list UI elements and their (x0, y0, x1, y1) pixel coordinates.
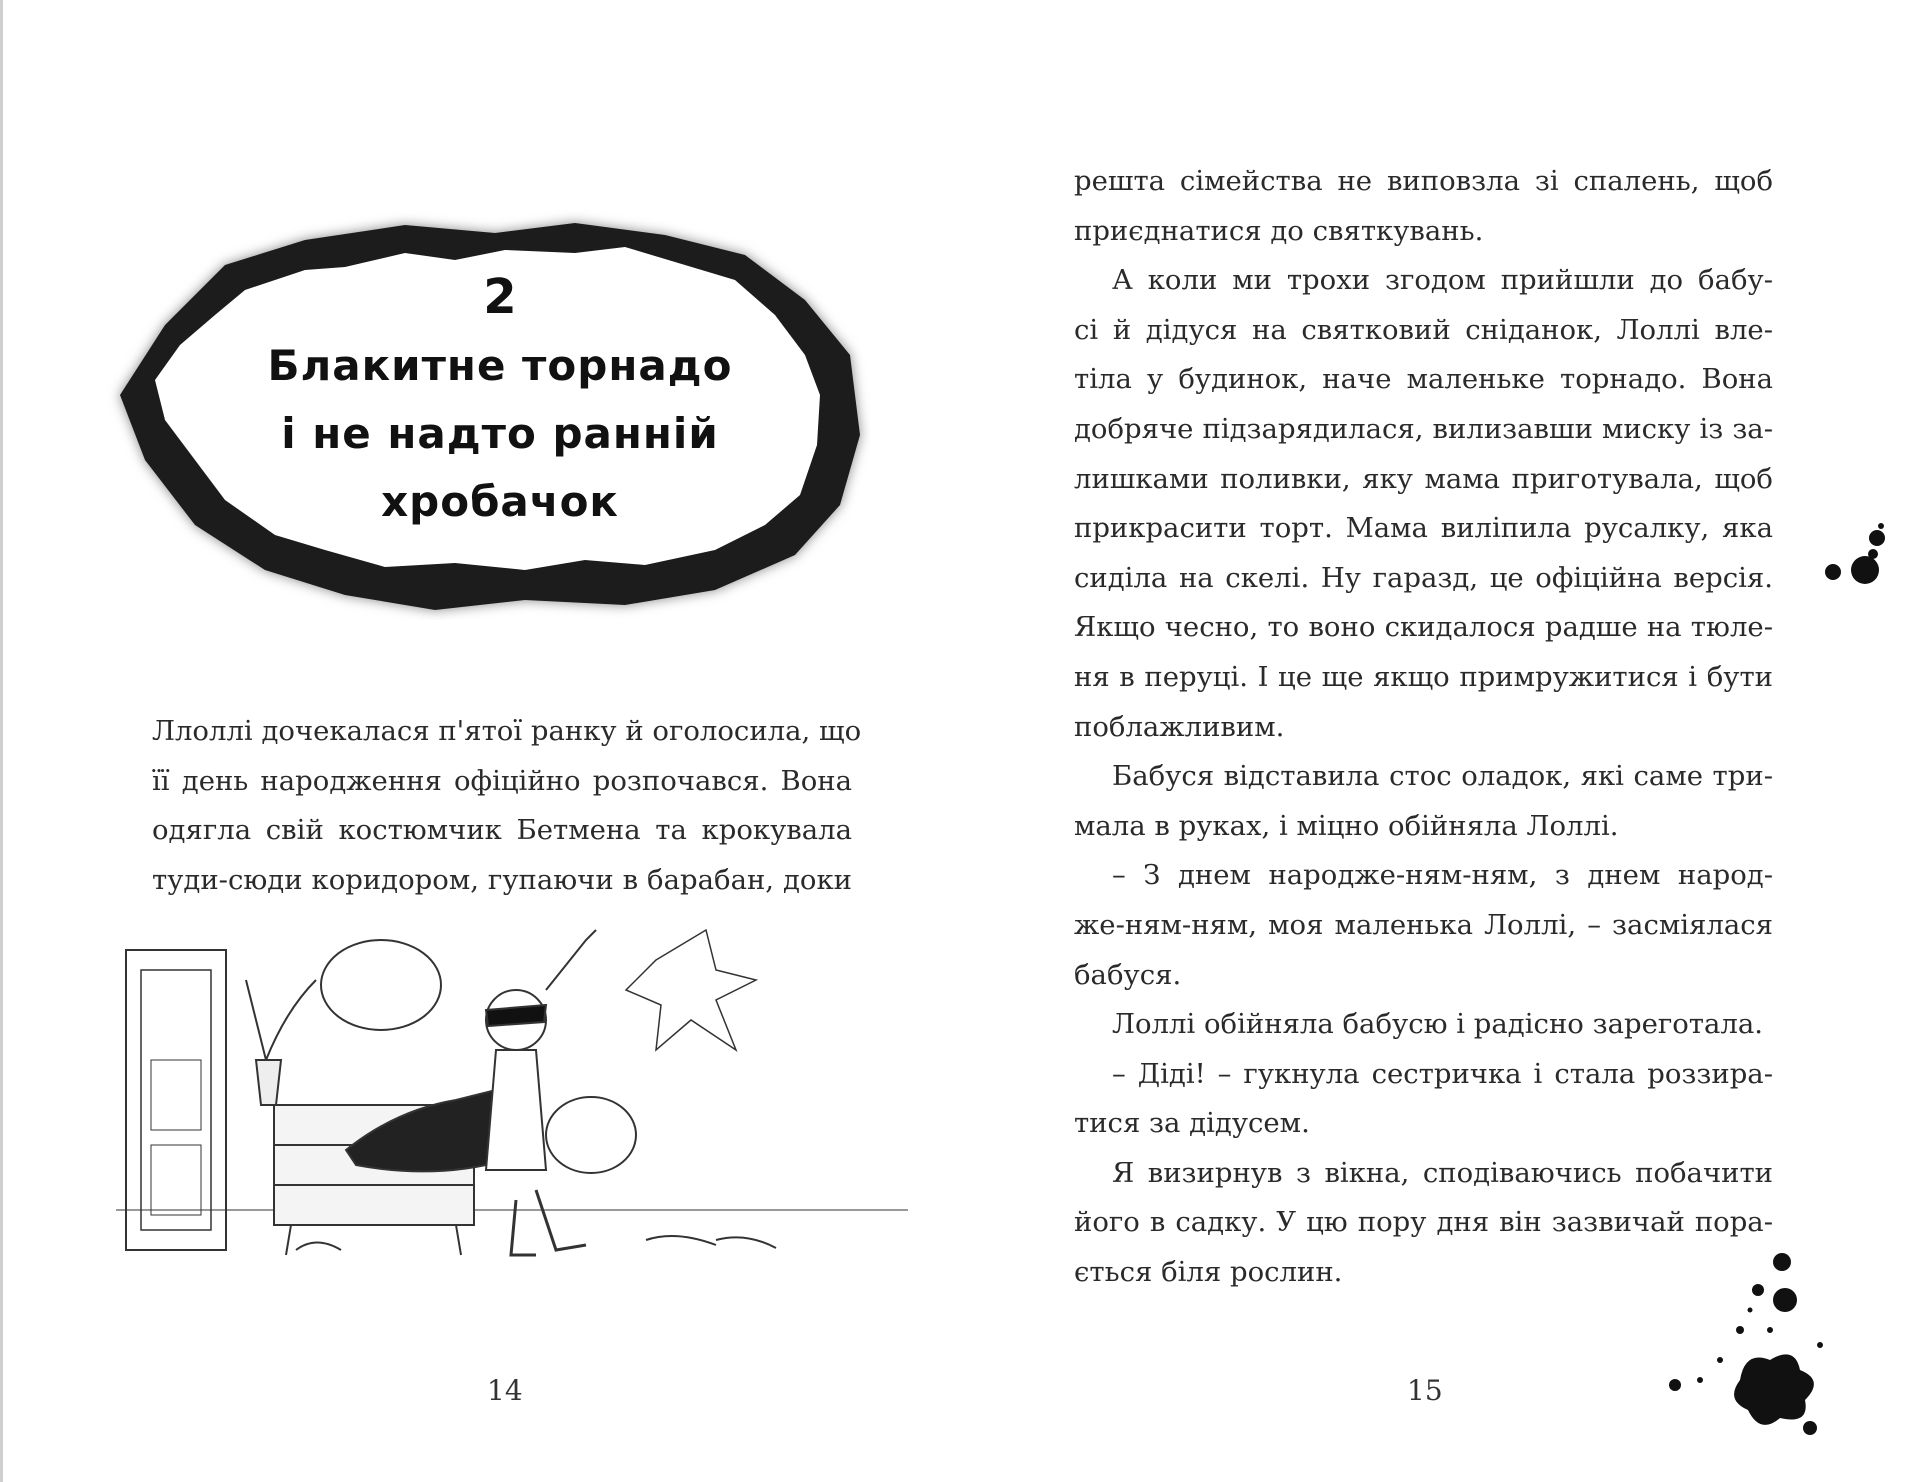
ink-splat-icon (1815, 520, 1895, 595)
text-line: тися за дідусем. (1074, 1107, 1310, 1140)
text-line: його в садку. У цю пору дня він зазвичай пора- (1074, 1206, 1773, 1239)
ink-splat-icon (1660, 1250, 1835, 1440)
text-line: одягла свій костюмчик Бетмена та крокувала (152, 814, 852, 847)
text-line: добряче підзарядилася, вилизавши миску із за- (1074, 412, 1773, 445)
text-line: Ллоллі дочекалася п'ятої ранку й оголосила, що (152, 715, 862, 747)
right-page-text (1074, 157, 1773, 1298)
chapter-heading (160, 262, 840, 536)
text-line: прикрасити торт. Мама виліпила русалку, яка (1074, 512, 1773, 545)
chapter-title-line: Блакитне торнадо (267, 341, 733, 390)
text-line: ється біля рослин. (1074, 1256, 1343, 1289)
text-line: її день народження офіційно розпочався. Вона (152, 764, 852, 797)
text-line: тіла у будинок, наче маленьке торнадо. Вона (1074, 363, 1773, 396)
page-number-left: 14 (487, 1374, 523, 1407)
chapter-title-line: і не надто ранній (281, 409, 719, 458)
illustration-lolli-drumming (116, 910, 908, 1275)
text-line: сі й дідуся на святковий сніданок, Лоллі вле- (1074, 313, 1773, 346)
text-line: А коли ми трохи згодом прийшли до бабу- (1112, 264, 1773, 297)
text-line: поблажливим. (1074, 710, 1285, 743)
text-line: туди-сюди коридором, гупаючи в барабан, доки (152, 863, 852, 896)
text-line: лишками поливки, яку мама приготувала, щоб (1074, 462, 1773, 495)
page-edge (0, 0, 3, 1482)
text-line: ня в перуці. І це ще якщо примружитися і бути (1074, 660, 1773, 693)
text-line: – Діді! – гукнула сестричка і стала роззира- (1112, 1057, 1773, 1090)
page-number-right: 15 (1407, 1374, 1443, 1407)
text-line: – З днем народже-ням-ням, з днем народ- (1112, 859, 1773, 892)
chapter-title-line: хробачок (381, 477, 619, 526)
text-line: Я визирнув з вікна, сподіваючись побачити (1112, 1156, 1773, 1189)
text-line: Якщо чесно, то воно скидалося радше на тюле- (1074, 611, 1773, 644)
text-line: мала в руках, і міцно обійняла Лоллі. (1074, 809, 1619, 842)
text-line: приєднатися до святкувань. (1074, 214, 1484, 247)
text-line: сиділа на скелі. Ну гаразд, це офіційна версія. (1074, 561, 1773, 594)
left-page-text (152, 707, 862, 905)
text-line: Бабуся відставила стос оладок, які саме три- (1112, 760, 1773, 793)
text-line: бабуся. (1074, 958, 1182, 991)
text-line: решта сімейства не виповзла зі спалень, щоб (1074, 165, 1773, 197)
text-line: же-ням-ням, моя маленька Лоллі, – засміялася (1074, 908, 1773, 941)
chapter-number: 2 (483, 269, 517, 325)
text-line: Лоллі обійняла бабусю і радісно зареготала. (1112, 1008, 1764, 1041)
